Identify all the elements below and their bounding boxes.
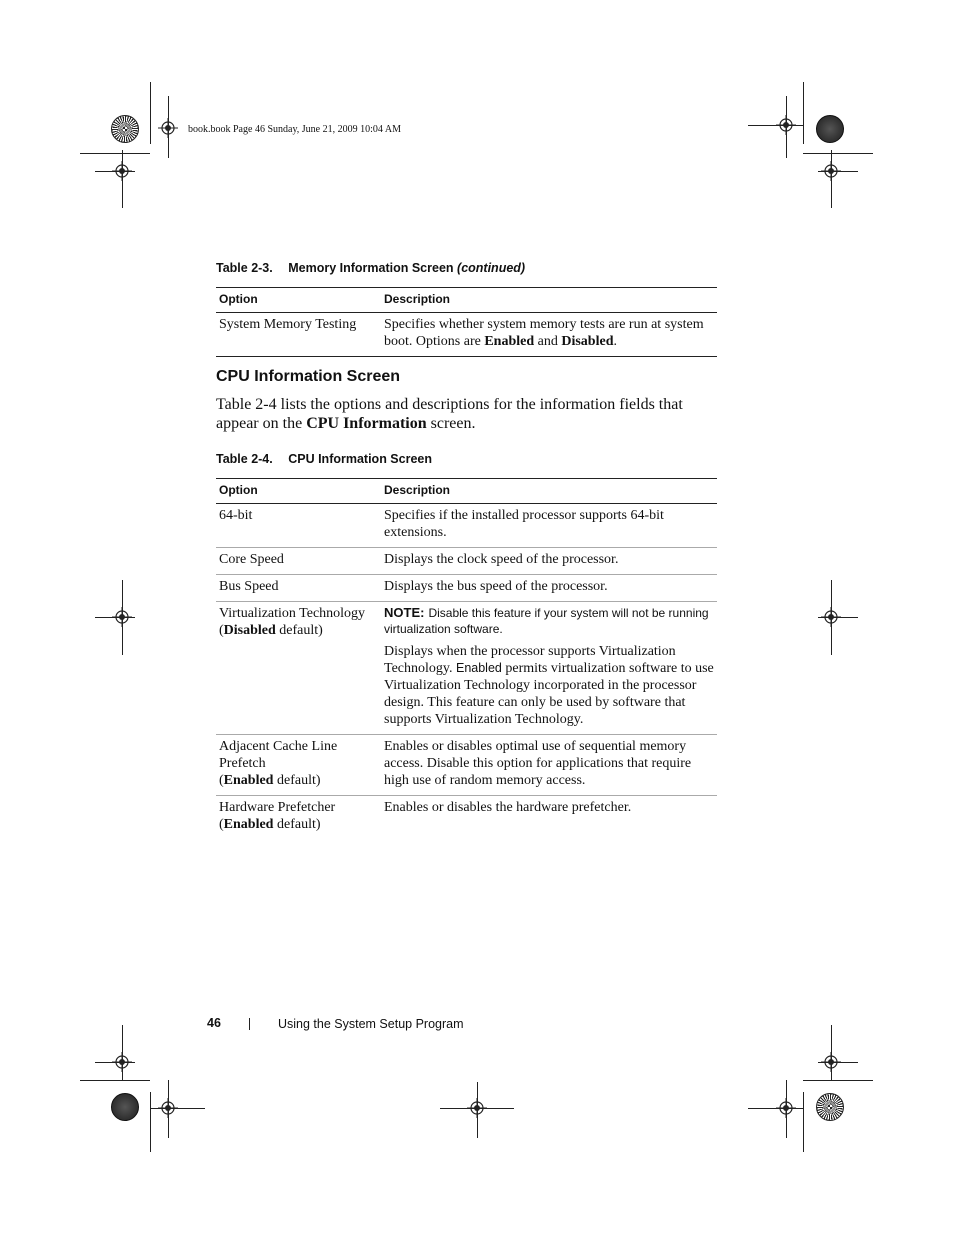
table-number: Table 2-4. <box>216 452 273 466</box>
option-name: Adjacent Cache Line Prefetch <box>219 739 338 771</box>
description-cell: Displays the clock speed of the processor. <box>381 548 717 575</box>
crosshair-icon <box>821 1052 841 1072</box>
description-cell <box>381 602 717 735</box>
crop-line <box>803 82 804 144</box>
option-default: ( <box>219 773 224 788</box>
table-caption <box>216 452 432 466</box>
table-header-row <box>216 479 717 504</box>
option-cell: Core Speed <box>216 548 381 575</box>
table-continued: (continued) <box>457 261 526 275</box>
description-cell <box>381 313 717 357</box>
table-title: CPU Information Screen <box>288 452 432 466</box>
crop-line <box>803 1080 873 1081</box>
table-row <box>216 548 717 575</box>
memory-info-table <box>216 287 717 357</box>
description-cell: Enables or disables optimal use of sequential memory access. Disable this option for applications that require high use of random memory access. <box>381 735 717 796</box>
header-stamp: book.book Page 46 Sunday, June 21, 2009 10:04 AM <box>188 124 401 135</box>
description-cell: Enables or disables the hardware prefetcher. <box>384 800 632 815</box>
description-cell: Specifies if the installed processor supports 64-bit extensions. <box>381 504 717 548</box>
option-name: Hardware Prefetcher <box>219 800 336 815</box>
description-text: Displays when the processor supports Virtualization Technology. <box>384 644 676 676</box>
section-heading: CPU Information Screen <box>216 368 401 385</box>
option-keyword: Enabled <box>455 661 502 675</box>
crosshair-icon <box>776 1098 796 1118</box>
crop-line <box>803 1092 804 1152</box>
option-cell <box>216 796 381 840</box>
description-cell: Displays the bus speed of the processor. <box>381 575 717 602</box>
column-header: Option <box>216 479 381 504</box>
table-row <box>216 796 717 840</box>
table-row <box>216 575 717 602</box>
crop-line <box>80 1080 150 1081</box>
crosshair-icon <box>112 1052 132 1072</box>
registration-dial-icon <box>111 1093 139 1121</box>
table-row <box>216 735 717 796</box>
option-default: ( <box>219 623 224 638</box>
crosshair-icon <box>467 1098 487 1118</box>
table-header-row <box>216 288 717 313</box>
description-text: Specifies whether system memory tests are run at system boot. Options are <box>384 317 704 349</box>
column-header: Option <box>216 288 381 313</box>
crop-line <box>150 1092 151 1152</box>
body-paragraph <box>216 395 716 433</box>
paragraph-text: Table 2-4 lists the options and descriptions for the information fields that appear on the <box>216 396 683 432</box>
crosshair-icon <box>112 161 132 181</box>
table-title: Memory Information Screen <box>288 261 454 275</box>
option-keyword: Disabled <box>223 623 276 638</box>
option-cell <box>216 735 381 796</box>
crop-line <box>80 153 150 154</box>
paragraph-text: screen. <box>426 415 476 432</box>
page-number: 46 <box>207 1016 221 1030</box>
note-label: NOTE: <box>384 605 425 620</box>
note-block <box>384 605 714 637</box>
crop-line <box>150 82 151 144</box>
footer-divider <box>249 1018 250 1030</box>
table-row <box>216 313 717 357</box>
column-header: Description <box>381 479 717 504</box>
option-default: default) <box>273 817 321 832</box>
table-row <box>216 602 717 735</box>
table-caption <box>216 261 525 275</box>
option-keyword: Enabled <box>484 334 535 349</box>
registration-dial-icon <box>816 115 844 143</box>
crosshair-icon <box>112 607 132 627</box>
option-default: ( <box>219 817 224 832</box>
crosshair-icon <box>158 118 178 138</box>
description-text: . <box>613 334 617 349</box>
option-cell: System Memory Testing <box>216 313 381 357</box>
option-cell <box>216 602 381 735</box>
table-number: Table 2-3. <box>216 261 273 275</box>
crosshair-icon <box>776 115 796 135</box>
registration-dial-icon <box>111 115 139 143</box>
crop-line <box>803 153 873 154</box>
footer-title: Using the System Setup Program <box>278 1017 464 1031</box>
crosshair-icon <box>821 607 841 627</box>
description-text: and <box>534 334 562 349</box>
crosshair-icon <box>158 1098 178 1118</box>
option-name: Virtualization Technology <box>219 606 366 621</box>
option-keyword: Enabled <box>223 817 274 832</box>
column-header: Description <box>381 288 717 313</box>
option-default: default) <box>273 773 321 788</box>
option-cell: 64-bit <box>216 504 381 548</box>
paragraph-bold: CPU Information <box>306 415 427 432</box>
table-row <box>216 504 717 548</box>
option-keyword: Disabled <box>561 334 614 349</box>
description-text: permits virtualization software to use Virtualization Technology incorporated in the processor design. This feature can only be used by software that supports Virtualization Technology. <box>384 661 714 727</box>
option-cell: Bus Speed <box>216 575 381 602</box>
option-default: default) <box>275 623 323 638</box>
crosshair-icon <box>821 161 841 181</box>
registration-dial-icon <box>816 1093 844 1121</box>
option-keyword: Enabled <box>223 773 274 788</box>
cpu-info-table <box>216 478 717 839</box>
note-text: Disable this feature if your system will not be running virtualization software. <box>384 606 709 636</box>
